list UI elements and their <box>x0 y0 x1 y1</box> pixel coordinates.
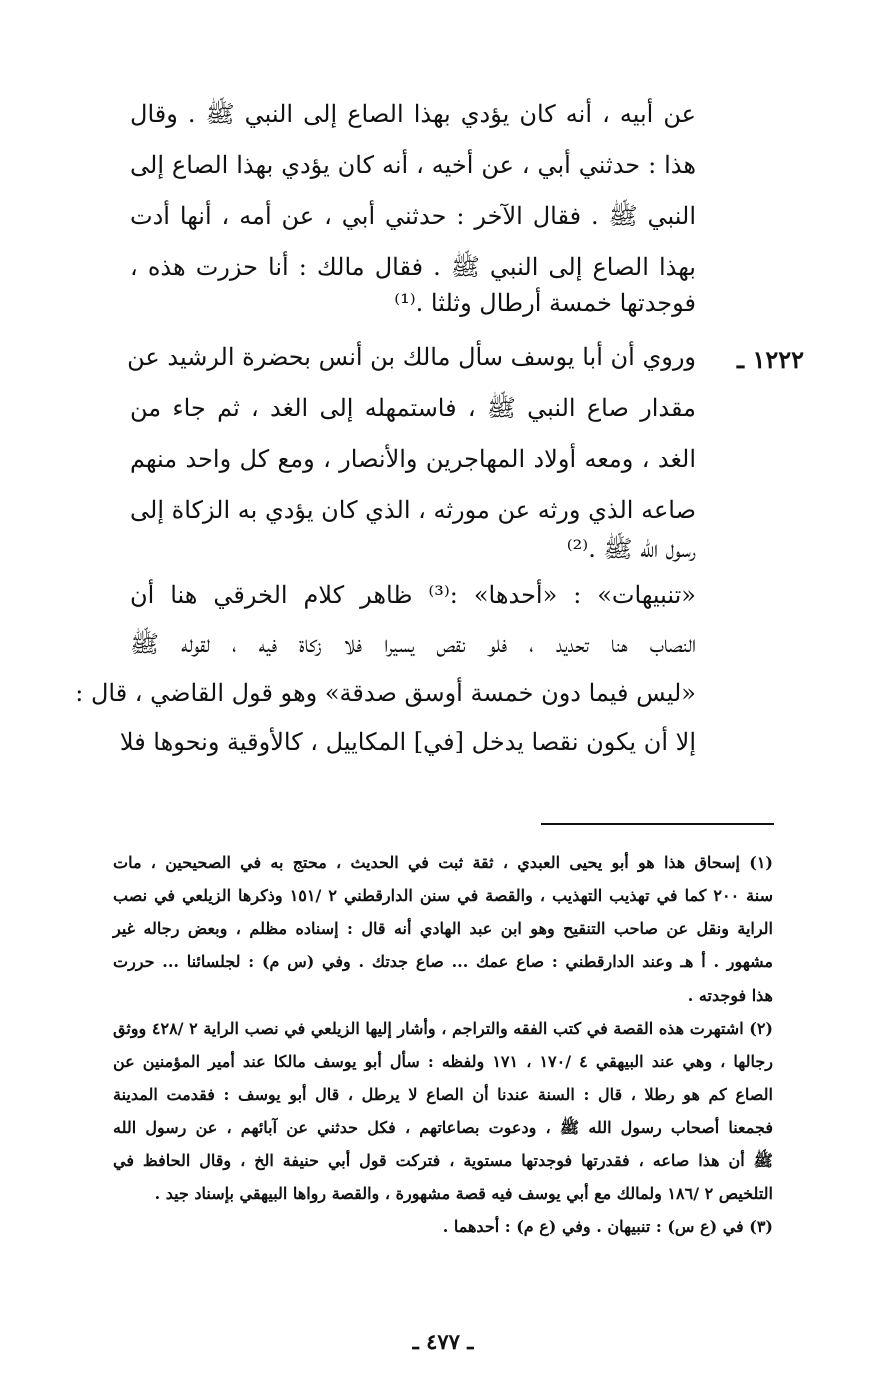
main-text-line: مقدار صاع النبي ﷺ ، فاستمهله إلى الغد ، ثم جاء من <box>130 394 696 422</box>
footnote-line: الراية ونقل عن صاحب التنقيح وهو ابن عبد الهادي أنه قال : إسناده مظلم ، وبعض رجاله غير <box>113 919 773 938</box>
main-text-line: النصاب هنا تحديد ، فلو نقص يسيرا فلا زكاة فيه ، لقوله ﷺ <box>130 630 696 658</box>
footnote-line: (٢) اشتهرت هذه القصة في كتب الفقه والتراجم ، وأشار إليها الزيلعي في نصب الراية ٢ /٤٢٨ ووثق <box>113 1019 773 1038</box>
main-text-line: فوجدتها خمسة أرطال وثلثا .⁽¹⁾ <box>394 289 696 317</box>
footnote-line: فجمعنا أصحاب رسول الله ﷺ ، ودعوت بصاعاتهم ، فكل حدثني عن آبائهم ، عن رسول الله <box>113 1118 773 1137</box>
main-text-line: النبي ﷺ . فقال الآخر : حدثني أبي ، عن أمه ، أنها أدت <box>130 202 696 230</box>
footnote-line: التلخيص ٢ /١٨٦ ولمالك مع أبي يوسف فيه قصة مشهورة ، والقصة رواها البيهقي بإسناد جيد . <box>154 1184 773 1203</box>
main-text-line: الغد ، ومعه أولاد المهاجرين والأنصار ، ومع كل واحد منهم <box>130 445 696 473</box>
footnote-line: سنة ٢٠٠ كما في تهذيب التهذيب ، والقصة في سنن الدارقطني ٢ /١٥١ وذكرها الزيلعي في نصب <box>113 886 773 905</box>
entry-number: ١٢٢٢ ـ <box>737 345 804 374</box>
main-text-line: وروي أن أبا يوسف سأل مالك بن أنس بحضرة الرشيد عن <box>127 343 696 371</box>
main-text-line: «تنبيهات» : «أحدها» :⁽³⁾ ظاهر كلام الخرقي هنا أن <box>130 581 696 609</box>
footnote-separator <box>541 823 774 825</box>
footnote-line: (٣) في (ع س) : تنبيهان . وفي (ع م) : أحدهما . <box>442 1217 773 1236</box>
main-text-line: «ليس فيما دون خمسة أوسق صدقة» وهو قول القاضي ، قال : <box>75 679 696 707</box>
footnote-line: رجالها ، وهي عند البيهقي ٤ /١٧٠ ، ١٧١ ولفظه : سأل أبو يوسف مالكا عند أمير المؤمنين عن <box>113 1052 773 1071</box>
main-text-line: صاعه الذي ورثه عن مورثه ، الذي كان يؤدي به الزكاة إلى <box>130 496 696 524</box>
footnote-line: مشهور . أ هـ وعند الدارقطني : صاع عمك ... صاع جدتك . وفي (س م) : لجلسائنا ... حررت <box>113 952 773 971</box>
footnote-line: (١) إسحاق هذا هو أبو يحيى العبدي ، ثقة ثبت في الحديث ، محتج به في الصحيحين ، مات <box>113 853 773 872</box>
main-text-line: عن أبيه ، أنه كان يؤدي بهذا الصاع إلى النبي ﷺ . وقال <box>130 100 696 128</box>
page-number: ـ ٤٧٧ ـ <box>412 1329 474 1354</box>
main-text-line: رسول الله ﷺ .⁽²⁾ <box>566 535 696 563</box>
footnote-line: الصاع كم هو رطلا ، قال : السنة عندنا أن الصاع لا يرطل ، قال أبو يوسف : فقدمت المدينة <box>113 1085 773 1104</box>
footnote-line: هذا فوجدته . <box>687 986 773 1005</box>
footnote-line: ﷺ أن هذا صاعه ، فقدرتها فوجدتها مستوية ، فتركت قول أبي حنيفة الخ ، وقال الحافظ في <box>113 1151 773 1170</box>
main-text-line: هذا : حدثني أبي ، عن أخيه ، أنه كان يؤدي بهذا الصاع إلى <box>130 151 696 179</box>
main-text-line: بهذا الصاع إلى النبي ﷺ . فقال مالك : أنا حزرت هذه ، <box>130 253 696 281</box>
main-text-line: إلا أن يكون نقصا يدخل [في] المكاييل ، كالأوقية ونحوها فلا <box>119 728 696 756</box>
